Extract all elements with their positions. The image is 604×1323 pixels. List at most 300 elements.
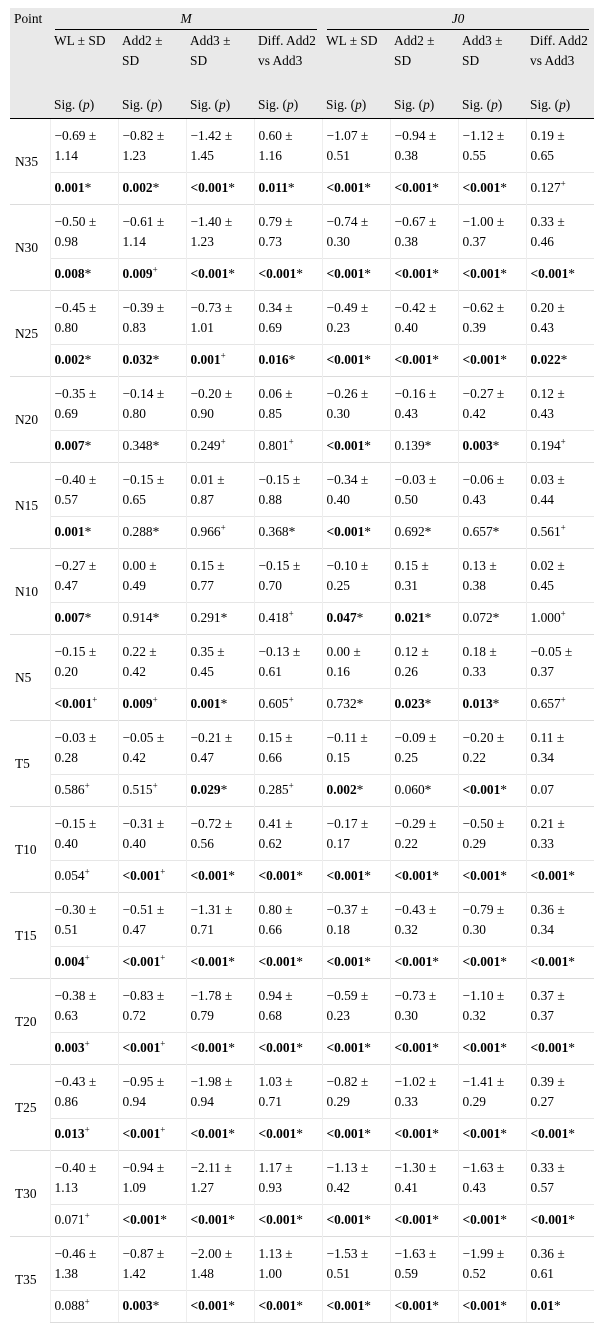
sig-cell	[526, 517, 594, 549]
value-cell: −0.50 ± 0.98	[50, 205, 118, 259]
sig-cell	[50, 1033, 118, 1065]
p-value: 0.008	[54, 266, 85, 281]
sig-suffix: )	[293, 97, 299, 112]
test-marker: *	[500, 352, 507, 367]
p-value: <0.001	[462, 1298, 501, 1313]
value-cell: −0.17 ± 0.17	[322, 807, 390, 861]
p-value: <0.001	[258, 1126, 297, 1141]
p-value: 0.288	[122, 524, 153, 539]
test-marker: *	[152, 524, 160, 539]
p-value: 0.002	[54, 352, 85, 367]
test-marker: +	[84, 780, 90, 791]
value-cell: −0.50 ± 0.29	[458, 807, 526, 861]
test-marker: *	[492, 524, 500, 539]
sig-cell	[50, 689, 118, 721]
test-marker: +	[288, 436, 294, 447]
sig-cell	[322, 345, 390, 377]
p-value: 0.047	[326, 610, 357, 625]
point-label: N35	[10, 119, 50, 205]
sig-cell	[118, 1205, 186, 1237]
sig-cell	[322, 431, 390, 463]
p-value: 0.029	[190, 782, 221, 797]
sig-row	[10, 173, 594, 205]
sig-cell	[50, 431, 118, 463]
value-cell: −0.06 ± 0.43	[458, 463, 526, 517]
value-cell: −0.03 ± 0.28	[50, 721, 118, 775]
test-marker: *	[228, 1212, 235, 1227]
test-marker: +	[92, 694, 98, 705]
p-value: <0.001	[190, 266, 229, 281]
value-cell: 0.12 ± 0.43	[526, 377, 594, 431]
sig-suffix: )	[157, 97, 163, 112]
sig-row	[10, 517, 594, 549]
p-value: <0.001	[394, 1212, 433, 1227]
sig-cell	[186, 775, 254, 807]
test-marker: +	[288, 694, 294, 705]
test-marker: *	[364, 868, 371, 883]
column-label-row	[10, 30, 594, 91]
sig-suffix: )	[361, 97, 367, 112]
sig-cell	[322, 1205, 390, 1237]
sig-row	[10, 345, 594, 377]
table-row	[10, 377, 594, 431]
sig-cell	[458, 947, 526, 979]
test-marker: +	[84, 1038, 90, 1049]
sig-label-row	[10, 91, 594, 119]
test-marker: *	[152, 610, 160, 625]
sig-cell	[458, 1291, 526, 1323]
test-marker: *	[228, 266, 235, 281]
p-value: <0.001	[326, 352, 365, 367]
sig-cell	[390, 1205, 458, 1237]
value-cell: −0.21 ± 0.47	[186, 721, 254, 775]
p-value: <0.001	[530, 1040, 569, 1055]
p-value: <0.001	[462, 180, 501, 195]
table-row	[10, 1065, 594, 1119]
sig-cell	[118, 431, 186, 463]
value-cell: 0.11 ± 0.34	[526, 721, 594, 775]
p-value: 0.003	[54, 1040, 85, 1055]
test-marker: *	[568, 1126, 575, 1141]
test-marker: *	[568, 868, 575, 883]
table-row	[10, 291, 594, 345]
sig-cell	[50, 345, 118, 377]
value-cell: −0.73 ± 1.01	[186, 291, 254, 345]
value-cell: −0.27 ± 0.47	[50, 549, 118, 603]
sig-cell	[458, 1205, 526, 1237]
value-cell: −1.63 ± 0.43	[458, 1151, 526, 1205]
value-cell: −0.43 ± 0.32	[390, 893, 458, 947]
test-marker: *	[228, 868, 235, 883]
value-cell: −0.62 ± 0.39	[458, 291, 526, 345]
value-cell: 0.33 ± 0.46	[526, 205, 594, 259]
test-marker: *	[424, 610, 432, 625]
test-marker: *	[432, 1040, 439, 1055]
sig-header	[254, 91, 322, 119]
test-marker: *	[84, 352, 92, 367]
test-marker: *	[356, 610, 364, 625]
column-header: Diff. Add2 vs Add3	[254, 30, 322, 91]
test-marker: *	[356, 696, 364, 711]
value-cell: −1.00 ± 0.37	[458, 205, 526, 259]
sig-suffix: )	[565, 97, 571, 112]
p-value: <0.001	[190, 1298, 229, 1313]
p-value: <0.001	[122, 954, 161, 969]
sig-cell	[118, 173, 186, 205]
value-cell: 0.20 ± 0.43	[526, 291, 594, 345]
sig-cell	[254, 689, 322, 721]
p-value: <0.001	[394, 352, 433, 367]
test-marker: *	[84, 266, 92, 281]
test-marker: *	[84, 610, 92, 625]
sig-prefix: Sig. (	[462, 97, 492, 112]
p-value: <0.001	[394, 180, 433, 195]
value-cell: −0.20 ± 0.22	[458, 721, 526, 775]
sig-p: p	[151, 97, 158, 112]
value-cell: −1.02 ± 0.33	[390, 1065, 458, 1119]
table-row	[10, 119, 594, 173]
value-cell: 0.22 ± 0.42	[118, 635, 186, 689]
p-value: 0.801	[258, 438, 289, 453]
sig-cell	[254, 947, 322, 979]
sig-cell	[322, 861, 390, 893]
p-value: <0.001	[326, 868, 365, 883]
point-label: T10	[10, 807, 50, 893]
test-marker: +	[560, 608, 566, 619]
p-value: 0.011	[258, 180, 288, 195]
sig-cell	[254, 603, 322, 635]
p-value: 0.013	[462, 696, 493, 711]
test-marker: *	[500, 1126, 507, 1141]
value-cell: −0.94 ± 0.38	[390, 119, 458, 173]
value-cell: −0.51 ± 0.47	[118, 893, 186, 947]
p-value: <0.001	[462, 266, 501, 281]
sig-cell	[526, 345, 594, 377]
value-cell: −0.09 ± 0.25	[390, 721, 458, 775]
p-value: 0.291	[190, 610, 221, 625]
point-label: N5	[10, 635, 50, 721]
test-marker: *	[364, 266, 371, 281]
table-row	[10, 463, 594, 517]
test-marker: *	[356, 782, 364, 797]
sig-cell	[118, 689, 186, 721]
point-label: N20	[10, 377, 50, 463]
test-marker: *	[432, 868, 439, 883]
sig-cell	[390, 431, 458, 463]
test-marker: +	[152, 694, 158, 705]
p-value: 0.001	[190, 696, 221, 711]
test-marker: *	[432, 954, 439, 969]
sig-cell	[186, 173, 254, 205]
sig-cell	[50, 1291, 118, 1323]
sig-cell	[390, 1291, 458, 1323]
value-cell: −1.10 ± 0.32	[458, 979, 526, 1033]
sig-cell	[322, 173, 390, 205]
test-marker: +	[560, 178, 566, 189]
p-value: <0.001	[462, 1212, 501, 1227]
p-value: 0.002	[122, 180, 153, 195]
value-cell: 0.01 ± 0.87	[186, 463, 254, 517]
value-cell: −0.15 ± 0.40	[50, 807, 118, 861]
p-value: 0.072	[462, 610, 493, 625]
sig-row	[10, 1119, 594, 1151]
sig-p: p	[219, 97, 226, 112]
test-marker: *	[296, 1040, 303, 1055]
value-cell: −0.10 ± 0.25	[322, 549, 390, 603]
p-value: 0.001	[54, 180, 85, 195]
sig-cell	[322, 1291, 390, 1323]
value-cell: −0.82 ± 0.29	[322, 1065, 390, 1119]
value-cell: −0.03 ± 0.50	[390, 463, 458, 517]
test-marker: *	[500, 1212, 507, 1227]
sig-prefix: Sig. (	[54, 97, 84, 112]
p-value: 0.418	[258, 610, 289, 625]
column-header: WL ± SD	[322, 30, 390, 91]
p-value: 0.004	[54, 954, 85, 969]
test-marker: +	[84, 1124, 90, 1135]
sig-cell	[186, 861, 254, 893]
value-cell: −0.26 ± 0.30	[322, 377, 390, 431]
sig-header	[390, 91, 458, 119]
value-cell: −1.78 ± 0.79	[186, 979, 254, 1033]
sig-cell	[254, 861, 322, 893]
sig-header	[526, 91, 594, 119]
sig-cell	[390, 259, 458, 291]
test-marker: +	[152, 780, 158, 791]
test-marker: *	[228, 954, 235, 969]
test-marker: +	[160, 866, 166, 877]
sig-cell	[322, 1119, 390, 1151]
sig-cell	[186, 1033, 254, 1065]
value-cell: 0.18 ± 0.33	[458, 635, 526, 689]
value-cell: 0.60 ± 1.16	[254, 119, 322, 173]
p-value: <0.001	[258, 1212, 297, 1227]
table-row	[10, 1237, 594, 1291]
p-value: <0.001	[462, 868, 501, 883]
p-value: <0.001	[326, 180, 365, 195]
sig-cell	[50, 775, 118, 807]
value-cell: 0.13 ± 0.38	[458, 549, 526, 603]
sig-cell	[186, 603, 254, 635]
sig-row	[10, 775, 594, 807]
sig-prefix: Sig. (	[258, 97, 288, 112]
sig-header	[458, 91, 526, 119]
p-value: 0.071	[54, 1212, 85, 1227]
value-cell: 1.17 ± 0.93	[254, 1151, 322, 1205]
value-cell: 0.34 ± 0.69	[254, 291, 322, 345]
value-cell: −1.98 ± 0.94	[186, 1065, 254, 1119]
value-cell: 0.79 ± 0.73	[254, 205, 322, 259]
p-value: 0.060	[394, 782, 425, 797]
test-marker: *	[364, 1212, 371, 1227]
value-cell: 0.33 ± 0.57	[526, 1151, 594, 1205]
p-value: <0.001	[462, 1126, 501, 1141]
sig-p: p	[423, 97, 430, 112]
test-marker: +	[84, 1296, 90, 1307]
value-cell: −0.94 ± 1.09	[118, 1151, 186, 1205]
sig-cell	[458, 775, 526, 807]
table-row	[10, 893, 594, 947]
p-value: <0.001	[122, 1040, 161, 1055]
sig-p: p	[355, 97, 362, 112]
test-marker: *	[500, 1040, 507, 1055]
point-label: T20	[10, 979, 50, 1065]
point-label: N25	[10, 291, 50, 377]
test-marker: *	[364, 352, 371, 367]
p-value: <0.001	[530, 954, 569, 969]
test-marker: *	[432, 352, 439, 367]
sig-p: p	[287, 97, 294, 112]
test-marker: *	[228, 1040, 235, 1055]
sig-cell	[458, 517, 526, 549]
test-marker: *	[500, 1298, 507, 1313]
test-marker: *	[152, 180, 160, 195]
sig-p: p	[491, 97, 498, 112]
p-value: <0.001	[326, 954, 365, 969]
sig-cell	[118, 1033, 186, 1065]
test-marker: *	[152, 438, 160, 453]
p-value: <0.001	[326, 1126, 365, 1141]
p-value: 0.586	[54, 782, 85, 797]
results-table-container	[10, 8, 594, 1323]
p-value: 0.007	[54, 438, 85, 453]
value-cell: −0.74 ± 0.30	[322, 205, 390, 259]
value-cell: −1.41 ± 0.29	[458, 1065, 526, 1119]
value-cell: 0.36 ± 0.34	[526, 893, 594, 947]
value-cell: −1.42 ± 1.45	[186, 119, 254, 173]
sig-row	[10, 1205, 594, 1237]
value-cell: 0.94 ± 0.68	[254, 979, 322, 1033]
p-value: 0.732	[326, 696, 357, 711]
sig-cell	[322, 775, 390, 807]
p-value: 0.194	[530, 438, 561, 453]
sig-cell	[458, 173, 526, 205]
sig-cell	[390, 861, 458, 893]
test-marker: *	[364, 438, 371, 453]
p-value: <0.001	[122, 1212, 161, 1227]
sig-cell	[254, 1291, 322, 1323]
value-cell: −0.27 ± 0.42	[458, 377, 526, 431]
sig-cell	[254, 1119, 322, 1151]
p-value: <0.001	[122, 868, 161, 883]
sig-cell	[390, 1033, 458, 1065]
sig-cell	[118, 345, 186, 377]
p-value: 0.003	[122, 1298, 153, 1313]
test-marker: +	[560, 522, 566, 533]
p-value: <0.001	[530, 266, 569, 281]
sig-cell	[322, 603, 390, 635]
test-marker: *	[432, 1298, 439, 1313]
sig-suffix: )	[89, 97, 95, 112]
test-marker: *	[160, 1212, 167, 1227]
sig-row	[10, 603, 594, 635]
value-cell: −0.35 ± 0.69	[50, 377, 118, 431]
value-cell: −0.29 ± 0.22	[390, 807, 458, 861]
value-cell: −1.40 ± 1.23	[186, 205, 254, 259]
test-marker: *	[432, 1212, 439, 1227]
value-cell: 0.36 ± 0.61	[526, 1237, 594, 1291]
sig-cell	[322, 689, 390, 721]
test-marker: +	[560, 436, 566, 447]
sig-cell	[186, 689, 254, 721]
sig-cell	[458, 1119, 526, 1151]
sig-cell	[118, 1119, 186, 1151]
p-value: 0.009	[122, 266, 153, 281]
p-value: <0.001	[190, 1040, 229, 1055]
sig-cell	[526, 947, 594, 979]
table-row	[10, 1151, 594, 1205]
sig-prefix: Sig. (	[394, 97, 424, 112]
p-value: 0.605	[258, 696, 289, 711]
sig-cell	[186, 517, 254, 549]
sig-cell	[254, 1033, 322, 1065]
value-cell: −1.30 ± 0.41	[390, 1151, 458, 1205]
table-header	[10, 8, 594, 119]
sig-cell	[254, 517, 322, 549]
p-value: 0.003	[462, 438, 493, 453]
p-value: 0.348	[122, 438, 153, 453]
value-cell: −0.42 ± 0.40	[390, 291, 458, 345]
group-header-j0: J0	[322, 8, 594, 30]
sig-cell	[458, 1033, 526, 1065]
value-cell: 0.12 ± 0.26	[390, 635, 458, 689]
sig-header	[322, 91, 390, 119]
sig-cell	[526, 1119, 594, 1151]
sig-row	[10, 431, 594, 463]
value-cell: −2.00 ± 1.48	[186, 1237, 254, 1291]
sig-row	[10, 1291, 594, 1323]
sig-cell	[458, 259, 526, 291]
test-marker: +	[160, 1124, 166, 1135]
point-column-header: Point	[10, 8, 50, 119]
sig-cell	[50, 259, 118, 291]
p-value: 0.966	[190, 524, 221, 539]
p-value: 1.000	[530, 610, 561, 625]
test-marker: +	[288, 780, 294, 791]
value-cell: −1.12 ± 0.55	[458, 119, 526, 173]
p-value: <0.001	[394, 1298, 433, 1313]
p-value: <0.001	[394, 868, 433, 883]
sig-cell	[526, 603, 594, 635]
sig-cell	[526, 689, 594, 721]
sig-row	[10, 861, 594, 893]
test-marker: *	[560, 352, 568, 367]
p-value: 0.002	[326, 782, 357, 797]
p-value: <0.001	[258, 1298, 297, 1313]
sig-cell	[526, 431, 594, 463]
test-marker: *	[220, 610, 228, 625]
point-label: T25	[10, 1065, 50, 1151]
p-value: 0.001	[190, 352, 221, 367]
value-cell: −1.99 ± 0.52	[458, 1237, 526, 1291]
test-marker: *	[364, 1040, 371, 1055]
test-marker: *	[288, 352, 296, 367]
test-marker: *	[296, 1298, 303, 1313]
value-cell: −0.38 ± 0.63	[50, 979, 118, 1033]
sig-cell	[118, 259, 186, 291]
p-value: <0.001	[190, 180, 229, 195]
sig-cell	[390, 1119, 458, 1151]
p-value: <0.001	[530, 1212, 569, 1227]
column-header: Add2 ± SD	[118, 30, 186, 91]
value-cell: −0.46 ± 1.38	[50, 1237, 118, 1291]
sig-cell	[186, 947, 254, 979]
sig-cell	[526, 1291, 594, 1323]
value-cell: −2.11 ± 1.27	[186, 1151, 254, 1205]
column-header: Add2 ± SD	[390, 30, 458, 91]
test-marker: *	[424, 438, 432, 453]
test-marker: +	[84, 1210, 90, 1221]
